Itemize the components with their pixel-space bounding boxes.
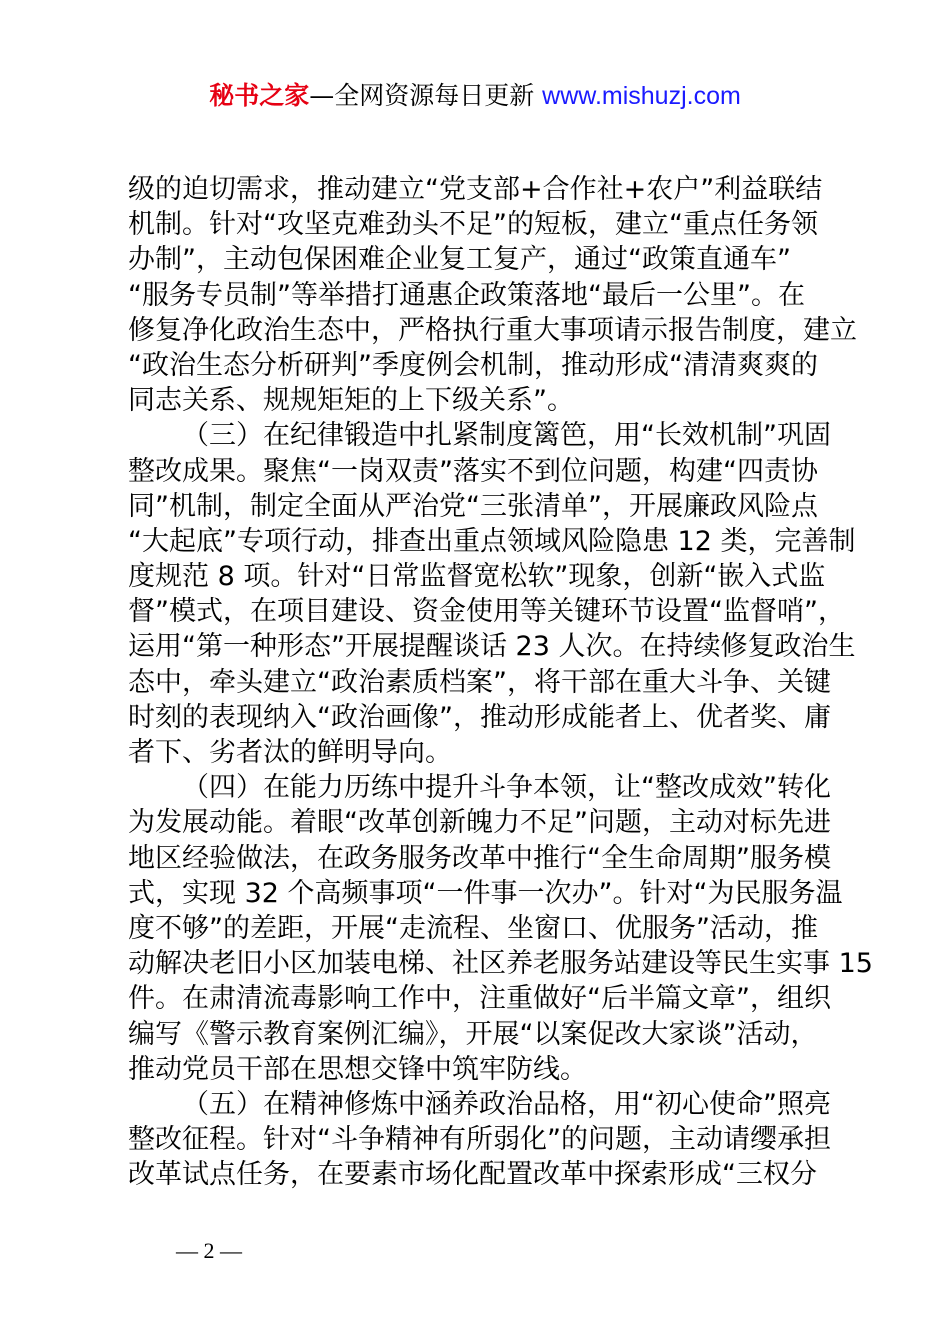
text-line: 运用“第一种形态”开展提醒谈话 23 人次。在持续修复政治生 [128, 631, 856, 663]
text-line: “政治生态分析研判”季度例会机制，推动形成“清清爽爽的 [128, 349, 818, 381]
text-line: “大起底”专项行动，排查出重点领域风险隐患 12 类，完善制 [128, 525, 856, 557]
text-line: 式，实现 32 个高频事项“一件事一次办”。针对“为民服务温 [128, 877, 843, 909]
text-line: 度不够”的差距，开展“走流程、坐窗口、优服务”活动，推 [128, 912, 818, 944]
text-line: 件。在肃清流毒影响工作中，注重做好“后半篇文章”，组织 [128, 983, 831, 1015]
header-tagline: —全网资源每日更新 [309, 81, 543, 110]
site-url[interactable]: www.mishuzj.com [542, 82, 741, 110]
text-line: 级的迫切需求，推动建立“党支部+合作社+农户”利益联结 [128, 174, 823, 205]
brand-name: 秘书之家 [209, 81, 310, 110]
text-line: 推动党员干部在思想交锋中筑牢防线。 [128, 1053, 587, 1085]
text-line: 同”机制，制定全面从严治党“三张清单”，开展廉政风险点 [128, 490, 818, 522]
text-line: 整改成果。聚焦“一岗双责”落实不到位问题，构建“四责协 [128, 455, 818, 487]
section-heading-line: （五）在精神修炼中涵养政治品格，用“初心使命”照亮 [182, 1088, 831, 1120]
text-line: 办制”，主动包保困难企业复工复产，通过“政策直通车” [128, 244, 791, 276]
text-line: 编写《警示教育案例汇编》，开展“以案促改大家谈”活动， [128, 1018, 818, 1050]
text-line: 机制。针对“攻坚克难劲头不足”的短板，建立“重点任务领 [128, 209, 818, 241]
text-line: 整改征程。针对“斗争精神有所弱化”的问题，主动请缨承担 [128, 1124, 831, 1156]
text-line: 改革试点任务，在要素市场化配置改革中探索形成“三权分 [128, 1159, 817, 1191]
text-line: 动解决老旧小区加装电梯、社区养老服务站建设等民生实事 15 [128, 948, 873, 980]
section-heading-line: （三）在纪律锻造中扎紧制度篱笆，用“长效机制”巩固 [182, 420, 831, 452]
text-line: 时刻的表现纳入“政治画像”，推动形成能者上、优者奖、庸 [128, 701, 831, 733]
text-line: 态中，牵头建立“政治素质档案”，将干部在重大斗争、关键 [128, 666, 831, 698]
text-line: “服务专员制”等举措打通惠企政策落地“最后一公里”。在 [128, 279, 805, 311]
text-line: 为发展动能。着眼“改革创新魄力不足”问题，主动对标先进 [128, 807, 831, 839]
text-line: 督”模式，在项目建设、资金使用等关键环节设置“监督哨”， [128, 596, 845, 628]
page-number: — 2 — [176, 1238, 242, 1263]
text-line: 同志关系、规规矩矩的上下级关系”。 [128, 385, 574, 417]
section-heading-line: （四）在能力历练中提升斗争本领，让“整改成效”转化 [182, 772, 831, 804]
text-line: 度规范 8 项。针对“日常监督宽松软”现象，创新“嵌入式监 [128, 561, 826, 593]
text-line: 修复净化政治生态中，严格执行重大事项请示报告制度，建立 [128, 314, 857, 346]
text-line: 者下、劣者汰的鲜明导向。 [128, 737, 452, 768]
text-line: 地区经验做法，在政务服务改革中推行“全生命周期”服务模 [128, 842, 831, 874]
site-header [0, 78, 950, 114]
document-body [128, 172, 873, 1192]
